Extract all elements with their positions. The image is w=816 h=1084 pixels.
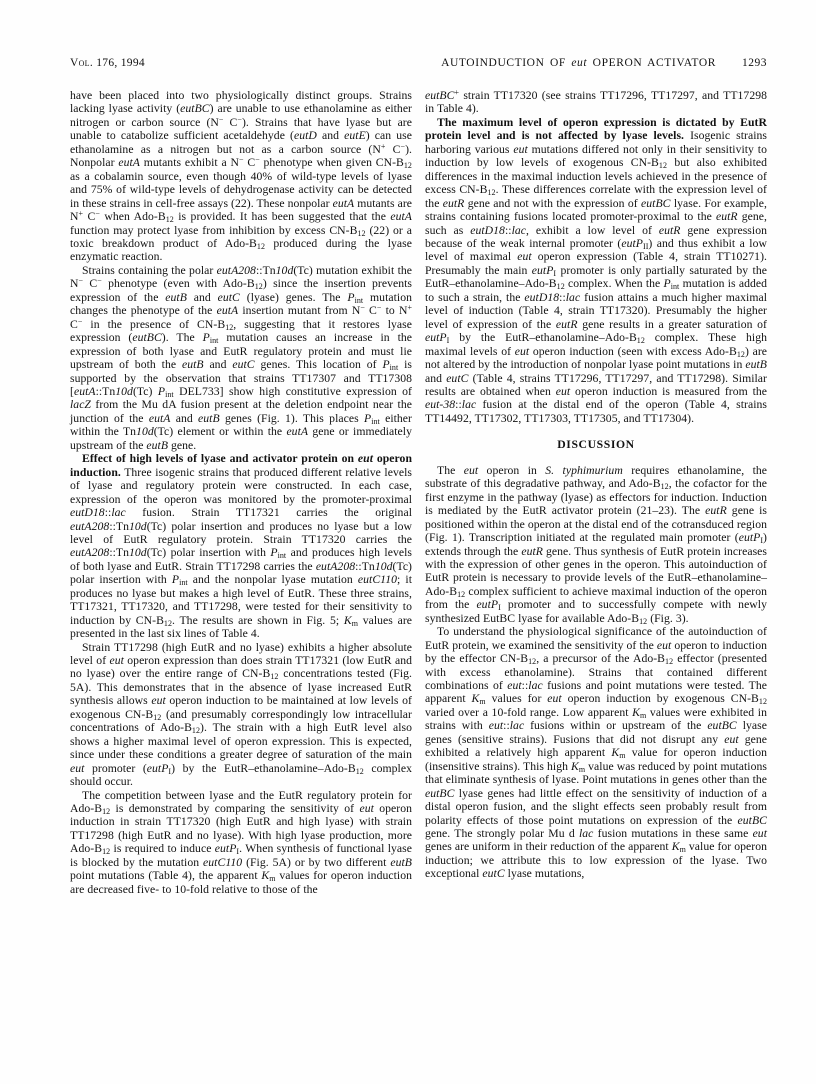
paragraph: Strains containing the polar eutA208::Tn10d(Tc) mutation exhibit the N− C− phenotype (even with Ado-$B_{12}$) since the insertion prevents expression of the eutB and eutC (lyase) genes. The $P_{int}$ mutation changes the phenotype of the eutA insertion mutant from N− C− to N+ C− in the presence of $CN-B_{12}$, suggesting that it restores lyase expression (eutBC). The $P_{int}$ mutation causes an increase in the expression of both lyase and EutR regulatory protein and must lie upstream of both the eutB and eutC genes. This location of $P_{int}$ is supported by the observation that strains TT17307 and TT17308 [eutA::Tn10d(Tc) $P_{int}$ DEL733] show high constitutive expression of lacZ from the Mu dA fusion present at the deletion endpoint near the junction of the eutA and eutB genes (Fig. 1). This places $P_{int}$ either within the Tn10d(Tc) element or within the eutA gene or immediately upstream of the eutB gene.: [70, 263, 413, 452]
page-header: [70, 57, 767, 69]
right-column: [425, 89, 767, 896]
paragraph: The competition between lyase and the EutR regulatory protein for Ado-$B_{12}$ is demonstrated by comparing the sensitivity of eut operon induction in strain TT17320 (high EutR and high lyase) with strain TT17298 (high EutR and no lyase). With high lyase production, more Ado-$B_{12}$ is required to induce eutP$_I$. When synthesis of functional lyase is blocked by the mutation eutC110 (Fig. 5A) or by two different eutB point mutations (Table 4), the apparent $K_m$ values for operon induction are decreased five- to 10-fold relative to those of the: [70, 788, 412, 896]
paragraph: Effect of high levels of lyase and activator protein on eut operon induction. Three isogenic strains that produced different relative levels of lyase and regulatory protein were constructed. In each case, expression of the operon was monitored by the promoter-proximal eutD18::lac fusion. Strain TT17321 carries the original eutA208::Tn10d(Tc) polar insertion and produces no lyase but a low level of EutR regulatory protein. Strain TT17320 carries the eutA208::Tn10d(Tc) polar insertion with $P_{int}$ and produces high levels of both lyase and EutR. Strain TT17298 carries the eutA208::Tn10d(Tc) polar insertion with $P_{int}$ and the nonpolar lyase mutation eutC110; it produces no lyase but makes a high level of EutR. These three strains, TT17321, TT17320, and TT17298, were tested for their sensitivity to induction by $CN-B_{12}$. The results are shown in Fig. 5; $K_m$ values are presented in the last six lines of Table 4.: [70, 452, 413, 641]
paragraph: The eut operon in S. typhimurium requires ethanolamine, the substrate of this degradative pathway, and Ado-$B_{12}$, the cofactor for the first enzyme in the pathway (lyase) as effectors for induction. Induction is mediated by the EutR activator protein (21–23). The eutR gene is positioned within the operon at the distal end of the cotransduced region (Fig. 1). Transcription initiated at the regulated main promoter (eutP$_I$) extends through the eutR gene. Thus synthesis of EutR protein increases with the expression of other genes in the operon. This autoinduction of EutR protein is necessary to provide levels of the EutR–$ethanolamine-Ado-B_{12}$ complex sufficient to achieve maximal induction of the operon from the eutP$_I$ promoter and to successfully compete with newly synthesized EutBC lyase for available Ado-$B_{12}$ (Fig. 3).: [425, 463, 767, 626]
volume-info: Vol. 176, 1994: [70, 57, 145, 69]
body-columns: [70, 89, 767, 896]
page-number: 1293: [742, 57, 767, 69]
running-head: [441, 57, 767, 69]
running-title: AUTOINDUCTION OF eut OPERON ACTIVATOR: [441, 57, 716, 69]
paragraph: eutBC+ strain TT17320 (see strains TT17296, TT17297, and TT17298 in Table 4).: [425, 88, 767, 116]
left-column: [70, 89, 412, 896]
paragraph: To understand the physiological significance of the autoinduction of EutR protein, we examined the sensitivity of the eut operon to induction by the effector $CN-B_{12}$, a precursor of the Ado-$B_{12}$ effector (presented with excess ethanolamine). Strains that contained different combinations of eut::lac fusions and point mutations were tested. The apparent $K_m$ values for eut operon induction by exogenous $CN-B_{12}$ varied over a 10-fold range. Low apparent $K_m$ values were exhibited in strains with eut::lac fusions within or upstream of the eutBC lyase genes (sensitive strains). Fusions that did not disrupt any eut gene exhibited a relatively high apparent $K_m$ value for operon induction (insensitive strains). This high $K_m$ value was reduced by point mutations that eliminate synthesis of lyase. Point mutations in genes other than the eutBC lyase genes had little effect on the sensitivity of induction of a distal operon fusion, and the slight effects seen probably result from polarity effects of those point mutations on expression of the eutBC gene. The strongly polar Mu d lac fusion mutations in these same eut genes are uniform in their reduction of the apparent $K_m$ value for operon induction; we attribute this to low expression of the lyase. Two exceptional eutC lyase mutations,: [425, 625, 768, 881]
paragraph: have been placed into two physiologically distinct groups. Strains lacking lyase activity (eutBC) are unable to use ethanolamine as either nitrogen or carbon source (N− C−). Strains that have lyase but are unable to catabolize sufficient acetaldehyde (eutD and eutE) can use ethanolamine as a nitrogen but not as a carbon source (N+ C−). Nonpolar eutA mutants exhibit a N− C− phenotype when given $CN-B_{12}$ as a cobalamin source, even though 40% of wild-type levels of lyase and 75% of wild-type levels of dehydrogenase activity can be detected in these strains in cell-free assays (22). These nonpolar eutA mutants are N+ C− when Ado-$B_{12}$ is provided. It has been suggested that the eutA function may protect lyase from inhibition by excess $CN-B_{12}$ (22) or a toxic breakdown product of Ado-$B_{12}$ produced during the lyase enzymatic reaction.: [70, 89, 413, 264]
paragraph: Strain TT17298 (high EutR and no lyase) exhibits a higher absolute level of eut operon expression than does strain TT17321 (low EutR and no lyase) over the entire range of $CN-B_{12}$ concentrations tested (Fig. 5A). This demonstrates that in the absence of lyase increased EutR synthesis allows eut operon induction to be maintained at low levels of exogenous $CN-B_{12}$ (and presumably correspondingly low intracellular concentrations of Ado-$B_{12}$). The strain with a high EutR level also shows a higher maximal level of operon expression. This is expected, since under these conditions a greater degree of saturation of the main eut promoter (eutP$_I$) by the EutR–$ethanolamine-Ado-B_{12}$ complex should occur.: [70, 640, 412, 789]
paragraph: The maximum level of operon expression is dictated by EutR protein level and is not affected by lyase levels. Isogenic strains harboring various eut mutations differed not only in their sensitivity to induction by low levels of exogenous $CN-B_{12}$ but also exhibited differences in the maximal induction levels achieved in the presence of excess $CN-B_{12}$. These differences correlate with the expression level of the eutR gene and not with the expression of eutBC lyase. For example, strains containing fusions located promoter-proximal to the eutR gene, such as eutD18::lac, exhibit a low level of eutR gene expression because of the weak internal promoter (eutP$_{II}$) and thus exhibit a low level of maximal eut operon expression (Table 4, strain TT10271). Presumably the main eutP$_I$ promoter is only partially saturated by the EutR–$ethanolamine-Ado-B_{12}$ complex. When the $P_{int}$ mutation is added to such a strain, the eutD18::lac fusion attains a much higher maximal level of induction (Table 4, strain TT17320). Presumably the higher level of expression of the eutR gene results in a greater saturation of eutP$_I$ by the EutR–$ethanolamine-Ado-B_{12}$ complex. These high maximal levels of eut operon induction (seen with excess Ado-$B_{12}$) are not altered by the introduction of nonpolar lyase point mutations in eutB and eutC (Table 4, strains TT17296, TT17297, and TT17298). Similar results are obtained when eut operon induction is measured from the eut-38::lac fusion at the distal end of the operon (Table 4, strains TT14492, TT17302, TT17303, TT17305, and TT17304).: [425, 115, 768, 425]
section-heading-discussion: DISCUSSION: [557, 438, 635, 452]
